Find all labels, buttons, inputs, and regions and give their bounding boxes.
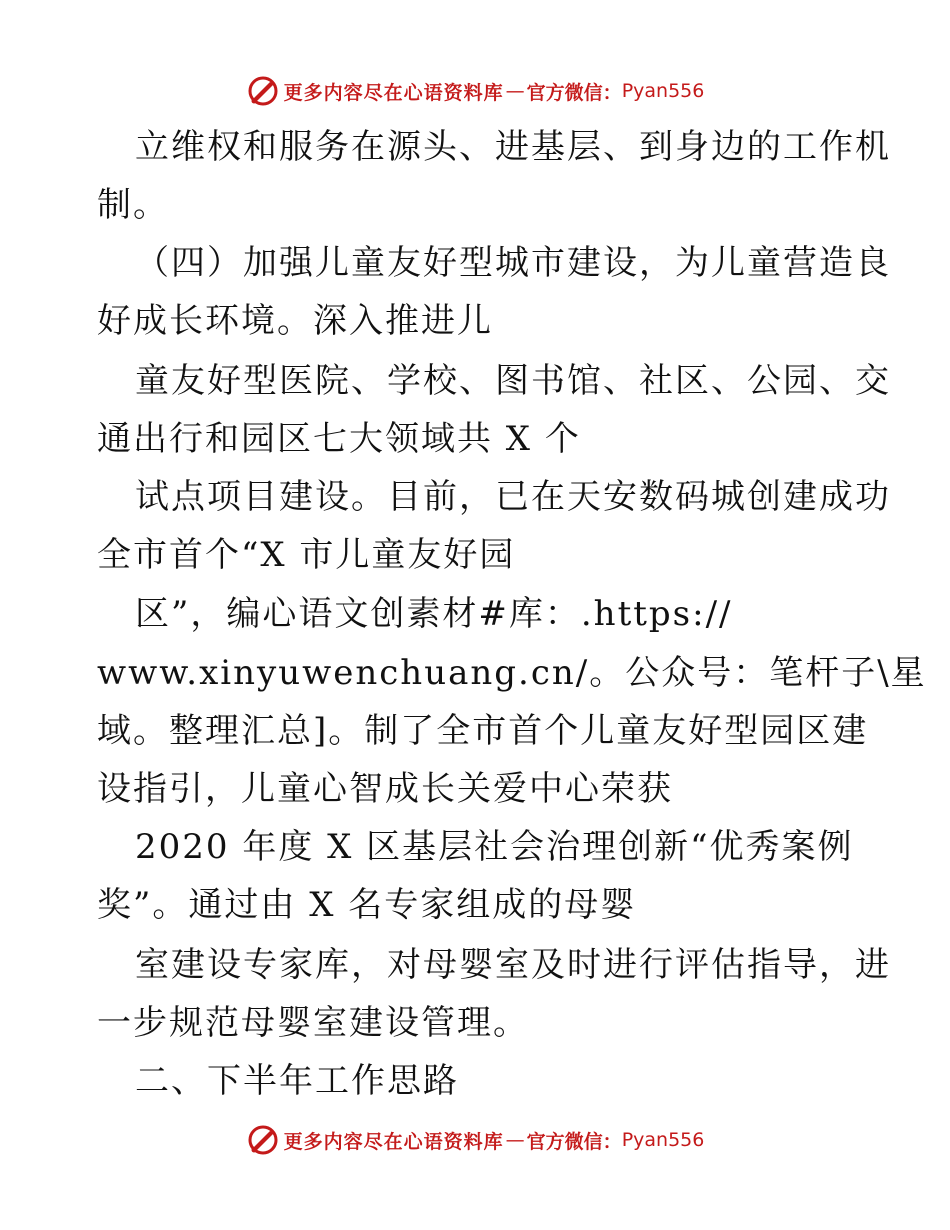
text-line: 奖”。通过由 X 名专家组成的母婴 [97, 885, 637, 925]
text-line: 2020 年度 X 区基层社会治理创新“优秀案例 [135, 827, 854, 867]
banner-wechat-id: Pyan556 [621, 80, 705, 102]
text-line: 通出行和园区七大领域共 X 个 [97, 419, 581, 459]
footer-watermark-banner [0, 1120, 950, 1160]
banner-text: 更多内容尽在心语资料库 [283, 81, 504, 104]
text-line: 童友好型医院、学校、图书馆、社区、公园、交 [135, 361, 891, 401]
text-line: 试点项目建设。目前，已在天安数码城创建成功 [135, 477, 891, 517]
banner-separator: — [505, 80, 525, 102]
banner-wechat-id: Pyan556 [621, 1129, 705, 1151]
text-line: 立维权和服务在源头、进基层、到身边的工作机 [135, 127, 891, 167]
brush-pen-logo-icon [246, 1123, 280, 1157]
text-line: 全市首个“X 市儿童友好园 [97, 535, 516, 575]
text-line: 好成长环境。深入推进儿 [97, 301, 493, 341]
banner-wechat-label: 官方微信： [526, 81, 622, 104]
section-heading: 二、下半年工作思路 [135, 1061, 459, 1101]
text-line: 设指引，儿童心智成长关爱中心荣获 [97, 769, 673, 809]
text-line: 室建设专家库，对母婴室及时进行评估指导，进 [135, 945, 891, 985]
text-line: 一步规范母婴室建设管理。 [97, 1003, 529, 1043]
text-line: 制。 [97, 185, 169, 225]
banner-separator: — [505, 1129, 525, 1151]
text-line: 区”，编心语文创素材#库：.https:// [135, 594, 733, 634]
text-line: www.xinyuwenchuang.cn/。公众号：笔杆子\星 [97, 653, 927, 693]
banner-text: 更多内容尽在心语资料库 [283, 1130, 504, 1153]
text-line: 域。整理汇总]。制了全市首个儿童友好型园区建 [97, 711, 869, 751]
text-line: （四）加强儿童友好型城市建设，为儿童营造良 [135, 243, 891, 283]
banner-wechat-label: 官方微信： [526, 1130, 622, 1153]
